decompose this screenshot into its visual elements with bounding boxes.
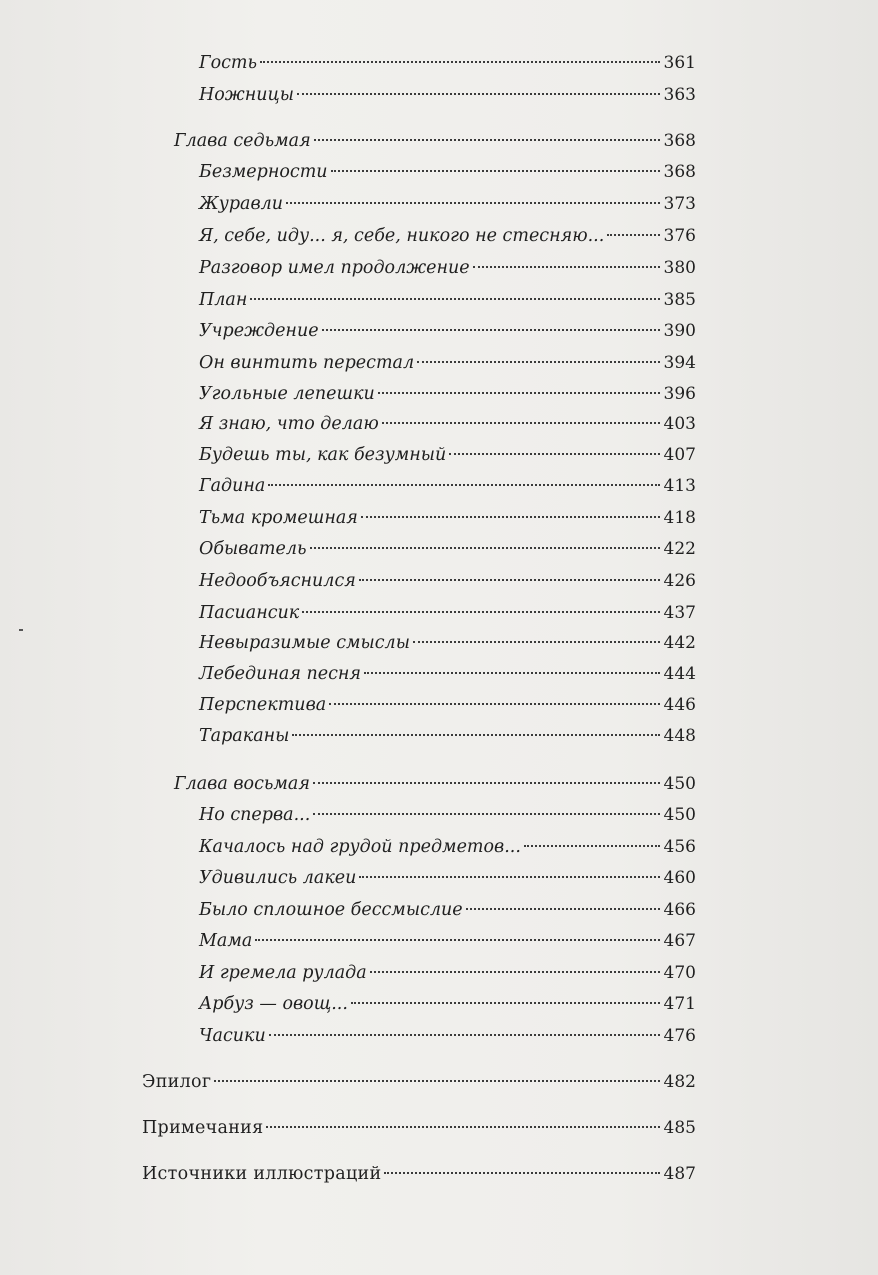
toc-entry <box>199 348 696 378</box>
toc-entry-title: Недообъяснился <box>199 571 356 591</box>
toc-entry <box>199 690 696 720</box>
toc-entry-title: Я знаю, что делаю <box>199 414 379 434</box>
toc-entry-title: Лебединая песня <box>199 664 362 684</box>
dot-leader <box>269 1034 660 1036</box>
dot-leader <box>359 579 660 581</box>
toc-entry <box>199 253 696 283</box>
toc-entry <box>199 1021 696 1051</box>
toc-entry-title: Источники иллюстраций <box>142 1164 382 1184</box>
toc-entry <box>199 659 696 689</box>
dot-leader <box>413 641 660 643</box>
toc-entry <box>199 721 696 751</box>
toc-entry <box>199 316 696 346</box>
toc-entry <box>199 926 696 956</box>
toc-entry-page-number: 437 <box>663 603 696 623</box>
dot-leader <box>329 703 659 705</box>
toc-entry-page-number: 471 <box>663 994 696 1014</box>
toc-entry-title: Глава восьмая <box>174 774 310 794</box>
toc-entry <box>199 989 696 1019</box>
toc-entry <box>199 503 696 533</box>
toc-entry-page-number: 363 <box>663 85 696 105</box>
toc-entry-title: Перспектива <box>199 695 327 715</box>
dot-leader <box>384 1172 659 1174</box>
dot-leader <box>417 361 659 363</box>
dot-leader <box>473 266 660 268</box>
toc-entry-title: План <box>199 290 248 310</box>
toc-entry-title: Невыразимые смыслы <box>199 633 410 653</box>
dot-leader <box>378 392 660 394</box>
toc-entry-title: Учреждение <box>199 321 319 341</box>
toc-entry <box>199 48 696 78</box>
toc-entry <box>199 598 696 628</box>
toc-entry-title: Но сперва... <box>199 805 311 825</box>
toc-entry <box>142 1067 696 1097</box>
toc-entry-title: Глава седьмая <box>174 131 311 151</box>
toc-entry-title: Безмерности <box>199 162 328 182</box>
toc-entry <box>199 832 696 862</box>
toc-entry-title: Эпилог <box>142 1072 212 1092</box>
toc-entry-page-number: 390 <box>663 321 696 341</box>
dot-leader <box>292 734 659 736</box>
dot-leader <box>268 484 659 486</box>
toc-entry-page-number: 426 <box>663 571 696 591</box>
toc-entry-page-number: 368 <box>663 131 696 151</box>
toc-entry <box>199 958 696 988</box>
toc-entry <box>199 800 696 830</box>
dot-leader <box>286 202 659 204</box>
toc-entry-page-number: 485 <box>663 1118 696 1138</box>
toc-entry-page-number: 396 <box>663 384 696 404</box>
toc-entry-page-number: 403 <box>663 414 696 434</box>
dot-leader <box>302 611 659 613</box>
toc-entry-title: Он винтить перестал <box>199 353 415 373</box>
toc-entry-page-number: 380 <box>663 258 696 278</box>
dot-leader <box>370 971 660 973</box>
dot-leader <box>250 298 659 300</box>
dot-leader <box>314 139 660 141</box>
toc-entry-page-number: 385 <box>663 290 696 310</box>
toc-entry <box>199 189 696 219</box>
toc-entry-title: Обыватель <box>199 539 307 559</box>
toc-entry-page-number: 466 <box>663 900 696 920</box>
toc-entry-title: Будешь ты, как безумный <box>199 445 447 465</box>
toc-entry <box>199 157 696 187</box>
dot-leader <box>359 876 659 878</box>
toc-entry-page-number: 422 <box>663 539 696 559</box>
dot-leader <box>466 908 660 910</box>
dot-leader <box>449 453 659 455</box>
toc-entry <box>199 379 696 409</box>
toc-entry-title: Разговор имел продолжение <box>199 258 470 278</box>
toc-entry <box>174 126 696 156</box>
toc-entry <box>199 221 696 251</box>
toc-entry <box>199 80 696 110</box>
toc-entry <box>142 1113 696 1143</box>
toc-entry-title: И гремела рулада <box>199 963 367 983</box>
dot-leader <box>364 672 660 674</box>
toc-entry <box>199 628 696 658</box>
dot-leader <box>361 516 660 518</box>
toc-entry-page-number: 442 <box>663 633 696 653</box>
toc-entry-title: Удивились лакеи <box>199 868 357 888</box>
toc-entry-title: Тьма кромешная <box>199 508 358 528</box>
toc-entry-page-number: 446 <box>663 695 696 715</box>
toc-entry-title: Гость <box>199 53 258 73</box>
toc-entry-title: Журавли <box>199 194 284 214</box>
toc-entry-title: Я, себе, иду... я, себе, никого не стесняю... <box>199 226 605 246</box>
toc-entry-page-number: 444 <box>663 664 696 684</box>
dot-leader <box>382 422 660 424</box>
margin-mark <box>19 629 23 631</box>
toc-entry <box>199 285 696 315</box>
toc-entry-page-number: 418 <box>663 508 696 528</box>
toc-entry-page-number: 394 <box>663 353 696 373</box>
toc-entry <box>199 566 696 596</box>
toc-entry-title: Мама <box>199 931 253 951</box>
toc-entry <box>174 769 696 799</box>
dot-leader <box>266 1126 659 1128</box>
toc-entry <box>199 863 696 893</box>
toc-entry-title: Тараканы <box>199 726 290 746</box>
toc-entry-page-number: 448 <box>663 726 696 746</box>
toc-entry <box>142 1159 696 1189</box>
toc-entry <box>199 895 696 925</box>
toc-entry-page-number: 476 <box>663 1026 696 1046</box>
toc-entry-page-number: 456 <box>663 837 696 857</box>
toc-entry-title: Пасиансик <box>199 603 300 623</box>
toc-entry-page-number: 361 <box>663 53 696 73</box>
toc-entry-title: Гадина <box>199 476 266 496</box>
toc-entry-page-number: 470 <box>663 963 696 983</box>
toc-entry-page-number: 376 <box>663 226 696 246</box>
toc-entry-page-number: 450 <box>663 805 696 825</box>
dot-leader <box>255 939 659 941</box>
toc-entry-title: Арбуз — овощ... <box>199 994 348 1014</box>
dot-leader <box>607 234 659 236</box>
dot-leader <box>524 845 660 847</box>
dot-leader <box>214 1080 659 1082</box>
dot-leader <box>351 1002 660 1004</box>
toc-entry <box>199 440 696 470</box>
toc-entry-page-number: 413 <box>663 476 696 496</box>
toc-entry <box>199 471 696 501</box>
toc-entry-title: Часики <box>199 1026 266 1046</box>
toc-entry-page-number: 450 <box>663 774 696 794</box>
toc-entry-page-number: 368 <box>663 162 696 182</box>
dot-leader <box>260 61 660 63</box>
toc-entry-title: Было сплошное бессмыслие <box>199 900 463 920</box>
dot-leader <box>313 782 660 784</box>
toc-entry <box>199 409 696 439</box>
dot-leader <box>313 813 659 815</box>
toc-entry-page-number: 373 <box>663 194 696 214</box>
toc-entry-title: Угольные лепешки <box>199 384 375 404</box>
toc-entry-page-number: 482 <box>663 1072 696 1092</box>
dot-leader <box>322 329 660 331</box>
toc-entry <box>199 534 696 564</box>
toc-entry-page-number: 407 <box>663 445 696 465</box>
toc-entry-title: Ножницы <box>199 85 294 105</box>
dot-leader <box>297 93 660 95</box>
toc-entry-title: Примечания <box>142 1118 264 1138</box>
toc-entry-page-number: 460 <box>663 868 696 888</box>
toc-entry-title: Качалось над грудой предметов... <box>199 837 521 857</box>
dot-leader <box>331 170 660 172</box>
toc-entry-page-number: 487 <box>663 1164 696 1184</box>
toc-entry-page-number: 467 <box>663 931 696 951</box>
dot-leader <box>310 547 660 549</box>
